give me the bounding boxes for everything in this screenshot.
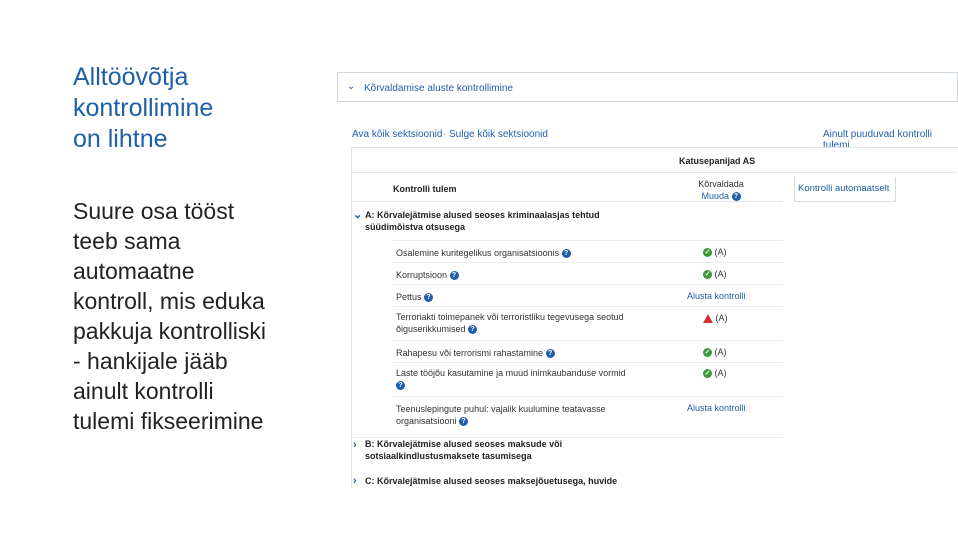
slide-body-line: automaatne bbox=[73, 258, 195, 284]
slide-body bbox=[73, 196, 328, 436]
exclude-column-header bbox=[691, 178, 751, 202]
row-status: (A) bbox=[703, 313, 728, 323]
help-icon[interactable]: ? bbox=[450, 271, 459, 280]
slide-title-line: on lihtne bbox=[73, 125, 168, 153]
warning-icon bbox=[703, 314, 713, 323]
row-status: ✓ (A) bbox=[704, 269, 727, 279]
section-a-line1: A: Kõrvalejätmise alused seoses kriminaalasjas tehtud bbox=[365, 210, 600, 220]
slide-body-line: Suure osa tööst bbox=[73, 198, 235, 224]
slide-body-line: - hankijale jääb bbox=[73, 348, 228, 374]
table-row bbox=[393, 340, 783, 362]
slide-title-line: Alltöövõtja bbox=[73, 63, 189, 91]
help-icon[interactable]: ? bbox=[424, 293, 433, 302]
table-row bbox=[393, 396, 783, 434]
table-row bbox=[393, 306, 783, 340]
check-icon: ✓ bbox=[704, 249, 711, 257]
row-label: Rahapesu või terrorismi rahastamine ? bbox=[396, 347, 555, 359]
slide-body-line: tulemi fikseerimine bbox=[73, 408, 264, 434]
section-c-line1: C: Kõrvalejätmise alused seoses maksejõuetusega, huvide bbox=[365, 476, 618, 486]
table-row bbox=[393, 262, 783, 284]
auto-check-button[interactable] bbox=[794, 177, 896, 202]
section-c-toggle[interactable] bbox=[353, 475, 783, 487]
help-icon[interactable]: ? bbox=[468, 325, 477, 334]
chevron-down-icon[interactable]: ⌄ bbox=[347, 81, 356, 92]
row-status: ✓ (A) bbox=[704, 347, 727, 357]
slide-body-line: kontroll, mis eduka bbox=[73, 288, 265, 314]
only-missing-results-link[interactable]: Ainult puuduvad kontrolli tulemi bbox=[823, 129, 932, 151]
table-row bbox=[393, 240, 783, 262]
header-divider bbox=[352, 172, 957, 173]
help-icon[interactable]: ? bbox=[562, 249, 571, 258]
close-all-sections-link[interactable]: Sulge kõik sektsioonid bbox=[449, 129, 548, 140]
row-label: Osalemine kuritegelikus organisatsioonis ? bbox=[396, 247, 571, 259]
slide-body-line: pakkuja kontrolliski bbox=[73, 318, 267, 344]
row-label: Laste tööjõu kasutamine ja muud inimkaubanduse vormid ? bbox=[396, 368, 626, 390]
check-icon: ✓ bbox=[704, 370, 711, 378]
slide-body-line: teeb sama bbox=[73, 228, 181, 254]
auto-check-label[interactable]: Kontrolli automaatselt bbox=[798, 183, 890, 194]
slide-title bbox=[73, 62, 323, 155]
slide-title-line: kontrollimine bbox=[73, 94, 214, 122]
panel-header[interactable] bbox=[337, 72, 958, 102]
chevron-right-icon[interactable]: › bbox=[353, 439, 357, 451]
row-label: Teenuslepingute puhul: vajalik kuulumine teatavasse organisatsiooni ? bbox=[396, 404, 606, 426]
row-status: ✓ (A) bbox=[704, 368, 727, 378]
check-icon: ✓ bbox=[704, 271, 711, 279]
section-b-toggle[interactable] bbox=[353, 437, 783, 462]
change-link[interactable]: Muuda bbox=[701, 191, 729, 201]
start-check-link[interactable]: Alusta kontrolli bbox=[687, 291, 746, 301]
panel-bottom-edge bbox=[337, 488, 958, 492]
row-label: Korruptsioon ? bbox=[396, 269, 459, 281]
table-row bbox=[393, 362, 783, 396]
section-b-line1: B: Kõrvalejätmise alused seoses maksude või bbox=[365, 439, 563, 449]
panel-title: Kõrvaldamise aluste kontrollimine bbox=[364, 83, 513, 94]
help-icon[interactable]: ? bbox=[546, 349, 555, 358]
row-status: ✓ (A) bbox=[704, 247, 727, 257]
chevron-down-icon[interactable]: ⌄ bbox=[353, 209, 363, 221]
chevron-right-icon[interactable]: › bbox=[353, 475, 357, 487]
help-icon[interactable]: ? bbox=[459, 417, 468, 426]
company-name: Katusepanijad AS bbox=[679, 156, 756, 166]
start-check-link[interactable]: Alusta kontrolli bbox=[687, 403, 746, 413]
row-label: Terroriakti toimepanek või terroristliku tegevusega seotud õiguserikkumised ? bbox=[396, 312, 624, 334]
column-label-result: Kontrolli tulem bbox=[393, 184, 457, 194]
section-a-line2: süüdimõistva otsusega bbox=[365, 222, 466, 232]
section-divider bbox=[352, 201, 782, 202]
table-row bbox=[393, 284, 783, 306]
toolbar-separator: · bbox=[443, 129, 447, 140]
slide-body-line: ainult kontrolli bbox=[73, 378, 214, 404]
exclusion-check-panel bbox=[337, 72, 958, 492]
row-label: Pettus ? bbox=[396, 291, 433, 303]
help-icon[interactable]: ? bbox=[396, 381, 405, 390]
section-b-line2: sotsiaalkindlustusmaksete tasumisega bbox=[365, 451, 532, 461]
open-all-sections-link[interactable]: Ava kõik sektsioonid bbox=[352, 129, 443, 140]
check-icon: ✓ bbox=[704, 349, 711, 357]
exclude-label: Kõrvaldada bbox=[698, 179, 744, 189]
section-a-toggle[interactable] bbox=[353, 209, 653, 233]
help-icon[interactable]: ? bbox=[732, 192, 741, 201]
